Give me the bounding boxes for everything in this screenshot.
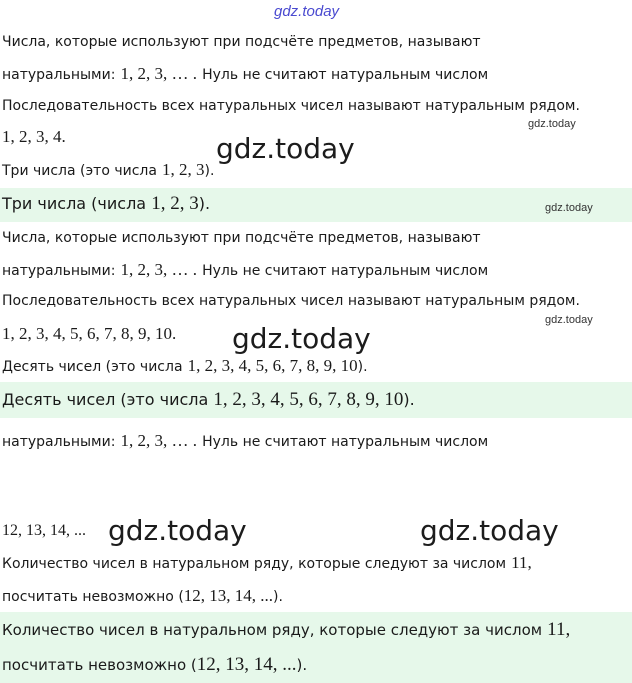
definition-line-2	[2, 260, 488, 280]
watermark-top: gdz.today	[274, 3, 340, 20]
answer-math: 1, 2, 3, 4, 5, 6, 7, 8, 9, 10	[187, 356, 358, 375]
final-math: 11,	[547, 619, 571, 640]
watermark-big: gdz.today	[232, 322, 371, 355]
definition-line-1: Числа, которые используют при подсчёте предметов, называют	[2, 230, 481, 246]
definition-text: натуральными:	[2, 67, 116, 83]
final-text: Десять чисел (это числа	[2, 390, 209, 409]
final-tail: ).	[403, 390, 415, 409]
final-text: посчитать невозможно (	[2, 656, 197, 674]
definition-text: натуральными:	[2, 263, 116, 279]
answer-tail: ).	[204, 163, 215, 179]
watermark-big: gdz.today	[216, 132, 355, 165]
answer-tail: ).	[273, 589, 283, 605]
final-tail: ).	[198, 194, 211, 213]
answer-math: 1, 2, 3	[162, 160, 205, 179]
definition-line-3: Последовательность всех натуральных чисел называют натуральным рядом.	[2, 293, 580, 309]
final-answer-2	[2, 389, 415, 411]
definition-tail: Нуль не считают натуральным числом	[202, 67, 489, 83]
answer-text: посчитать невозможно (	[2, 589, 184, 605]
definition-line-2	[2, 64, 488, 84]
final-math: 12, 13, 14, ...	[196, 654, 297, 675]
answer-line-3a	[2, 553, 532, 573]
final-math: 1, 2, 3	[151, 193, 199, 214]
final-answer-3b	[2, 654, 307, 676]
final-tail: ).	[296, 656, 308, 674]
watermark-small: gdz.today	[545, 314, 593, 326]
answer-text: Три числа (это числа	[2, 163, 157, 179]
final-answer-3a	[2, 619, 570, 641]
sequence-3: 12, 13, 14, ...	[2, 522, 86, 539]
watermark-small: gdz.today	[528, 118, 576, 130]
answer-math: 12, 13, 14, ...	[183, 586, 274, 605]
final-math: 1, 2, 3, 4, 5, 6, 7, 8, 9, 10	[213, 389, 404, 410]
final-text: Три числа (числа	[2, 194, 147, 213]
definition-math: 1, 2, 3, … .	[120, 431, 198, 450]
watermark-small: gdz.today	[545, 202, 593, 214]
definition-text: натуральными:	[2, 434, 116, 450]
sequence-1: 1, 2, 3, 4.	[2, 127, 66, 146]
answer-tail: ).	[357, 359, 368, 375]
definition-line-3: Последовательность всех натуральных чисел называют натуральным рядом.	[2, 98, 580, 114]
final-text: Количество чисел в натуральном ряду, которые следуют за числом	[2, 621, 543, 639]
definition-math: 1, 2, 3, … .	[120, 260, 198, 279]
watermark-big: gdz.today	[420, 514, 559, 547]
answer-text: Десять чисел (это числа	[2, 359, 183, 375]
definition-line-1: Числа, которые используют при подсчёте предметов, называют	[2, 34, 481, 50]
answer-line-1	[2, 160, 214, 180]
answer-math: 11,	[511, 553, 532, 572]
definition-line-2	[2, 431, 488, 451]
final-answer-1	[2, 193, 210, 215]
definition-math: 1, 2, 3, … .	[120, 64, 198, 83]
definition-tail: Нуль не считают натуральным числом	[202, 263, 489, 279]
answer-line-3b	[2, 586, 283, 606]
watermark-big: gdz.today	[108, 514, 247, 547]
answer-text: Количество чисел в натуральном ряду, которые следуют за числом	[2, 556, 507, 572]
definition-tail: Нуль не считают натуральным числом	[202, 434, 489, 450]
answer-line-2	[2, 356, 368, 376]
sequence-2: 1, 2, 3, 4, 5, 6, 7, 8, 9, 10.	[2, 324, 177, 343]
